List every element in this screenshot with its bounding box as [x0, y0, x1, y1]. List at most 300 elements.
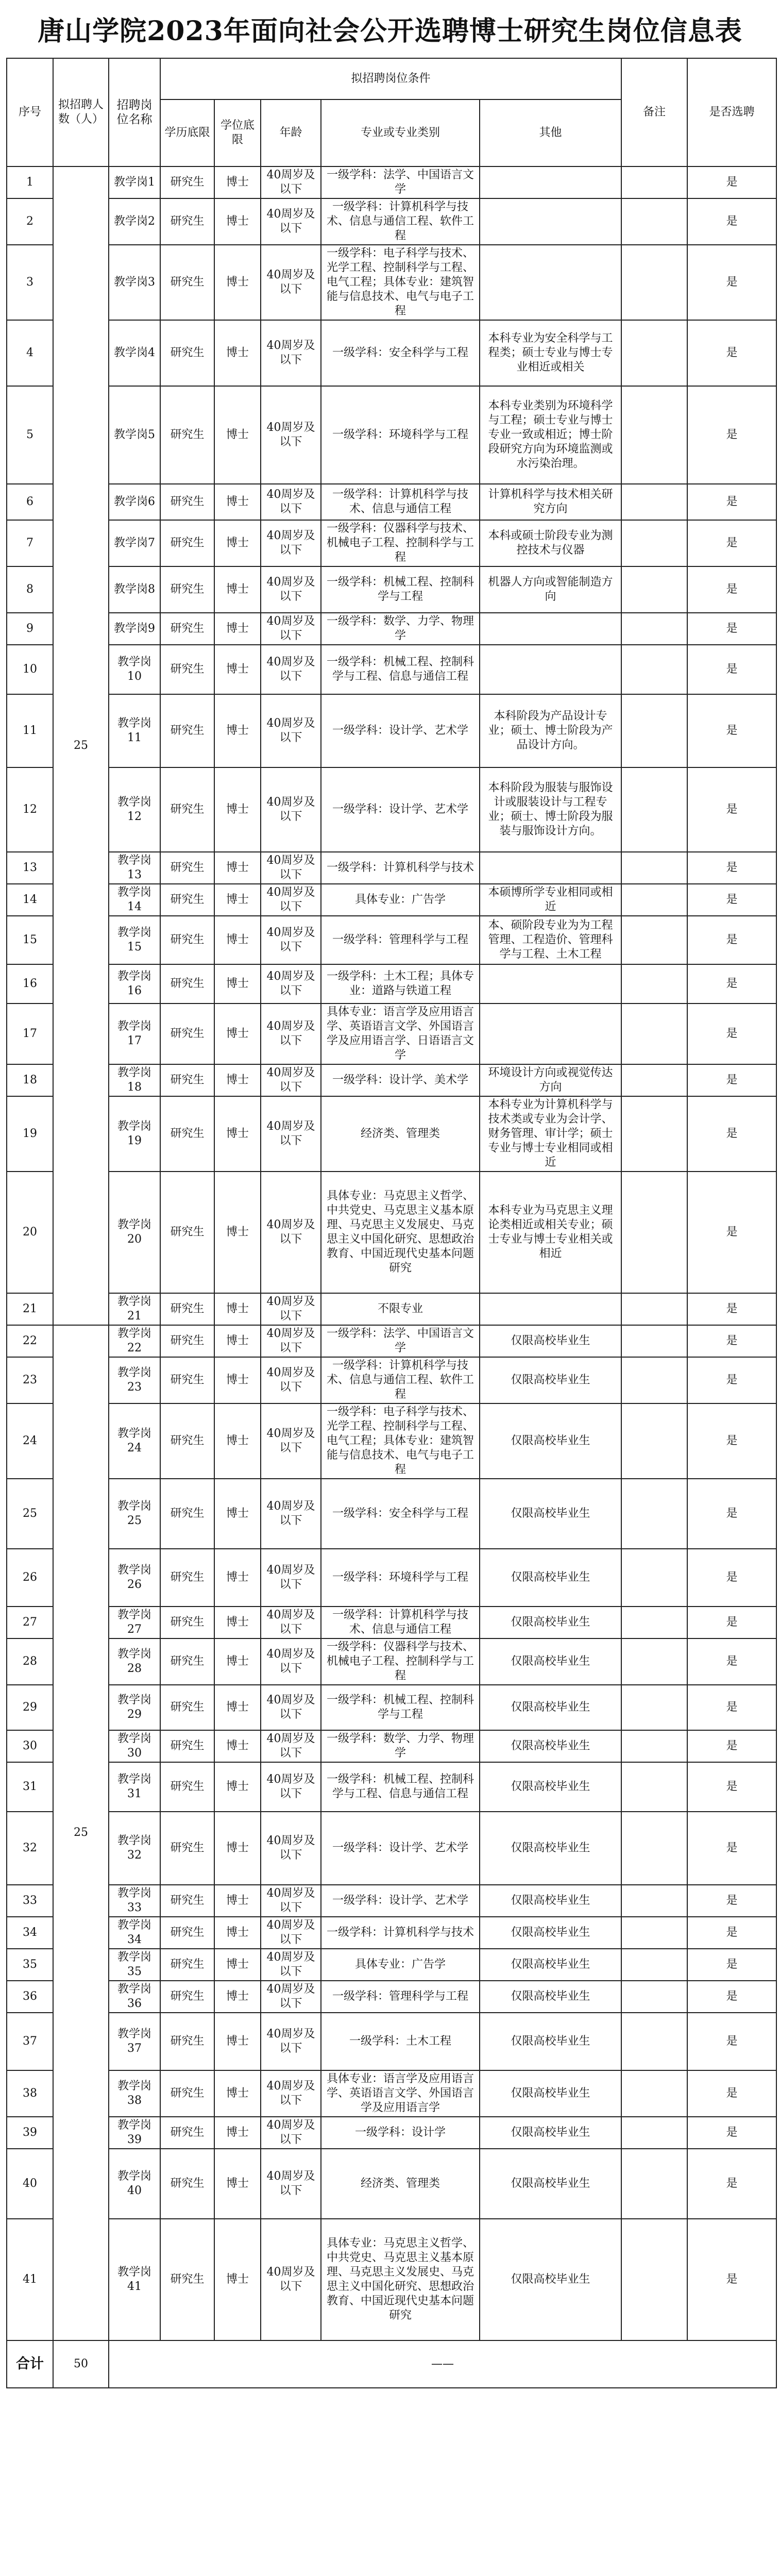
row-remark — [621, 1325, 687, 1357]
header-post: 招聘岗位名称 — [109, 58, 160, 166]
row-age: 40周岁及以下 — [261, 1762, 321, 1812]
row-major: 一级学科：数学、力学、物理学 — [321, 1730, 480, 1762]
table-body — [7, 166, 776, 2340]
row-remark — [621, 1549, 687, 1607]
row-selected: 是 — [687, 964, 776, 1003]
row-age: 40周岁及以下 — [261, 1096, 321, 1172]
row-degree: 博士 — [214, 1638, 261, 1685]
row-remark — [621, 916, 687, 964]
row-post: 教学岗32 — [109, 1812, 160, 1885]
row-major: 具体专业：广告学 — [321, 884, 480, 916]
row-major: 一级学科：计算机科学与技术 — [321, 852, 480, 884]
row-degree: 博士 — [214, 1607, 261, 1638]
row-edu: 研究生 — [160, 1003, 214, 1064]
row-seq: 7 — [7, 520, 53, 566]
row-seq: 36 — [7, 1981, 53, 2013]
row-edu: 研究生 — [160, 2219, 214, 2340]
row-seq: 6 — [7, 484, 53, 520]
row-major: 一级学科：土木工程；具体专业：道路与铁道工程 — [321, 964, 480, 1003]
row-degree: 博士 — [214, 1549, 261, 1607]
table-row — [7, 1096, 776, 1172]
row-selected: 是 — [687, 884, 776, 916]
row-edu: 研究生 — [160, 2117, 214, 2149]
row-major: 一级学科：计算机科学与技术 — [321, 1917, 480, 1949]
row-post: 教学岗38 — [109, 2070, 160, 2117]
row-age: 40周岁及以下 — [261, 1172, 321, 1293]
row-other: 仅限高校毕业生 — [480, 1549, 621, 1607]
row-post: 教学岗11 — [109, 694, 160, 767]
row-edu: 研究生 — [160, 2149, 214, 2219]
row-age: 40周岁及以下 — [261, 520, 321, 566]
row-selected: 是 — [687, 1885, 776, 1917]
row-remark — [621, 1172, 687, 1293]
row-seq: 11 — [7, 694, 53, 767]
row-degree: 博士 — [214, 1762, 261, 1812]
row-major: 一级学科：计算机科学与技术、信息与通信工程 — [321, 484, 480, 520]
row-edu: 研究生 — [160, 1949, 214, 1981]
row-other — [480, 852, 621, 884]
row-major: 一级学科：管理科学与工程 — [321, 916, 480, 964]
row-major: 经济类、管理类 — [321, 1096, 480, 1172]
row-remark — [621, 1812, 687, 1885]
table-row — [7, 198, 776, 245]
row-selected: 是 — [687, 1949, 776, 1981]
row-seq: 22 — [7, 1325, 53, 1357]
row-major: 一级学科：法学、中国语言文学 — [321, 1325, 480, 1357]
row-seq: 20 — [7, 1172, 53, 1293]
row-major: 具体专业：马克思主义哲学、中共党史、马克思主义基本原理、马克思主义发展史、马克思主义中国化研究、思想政治教育、中国近现代史基本问题研究 — [321, 1172, 480, 1293]
row-seq: 1 — [7, 166, 53, 198]
table-row — [7, 1638, 776, 1685]
table-row — [7, 916, 776, 964]
row-edu: 研究生 — [160, 1096, 214, 1172]
row-age: 40周岁及以下 — [261, 1003, 321, 1064]
row-degree: 博士 — [214, 1096, 261, 1172]
row-selected: 是 — [687, 1812, 776, 1885]
row-post: 教学岗1 — [109, 166, 160, 198]
row-selected: 是 — [687, 245, 776, 320]
row-edu: 研究生 — [160, 1293, 214, 1325]
row-edu: 研究生 — [160, 852, 214, 884]
row-edu: 研究生 — [160, 166, 214, 198]
header-conditions: 拟招聘岗位条件 — [160, 58, 621, 99]
row-post: 教学岗9 — [109, 613, 160, 645]
row-post: 教学岗28 — [109, 1638, 160, 1685]
row-edu: 研究生 — [160, 320, 214, 386]
row-other: 仅限高校毕业生 — [480, 1917, 621, 1949]
row-selected: 是 — [687, 2013, 776, 2070]
row-post: 教学岗18 — [109, 1064, 160, 1096]
row-major: 一级学科：电子科学与技术、光学工程、控制科学与工程、电气工程；具体专业：建筑智能与信息技术、电气与电子工程 — [321, 1403, 480, 1479]
row-remark — [621, 645, 687, 694]
table-row — [7, 1403, 776, 1479]
row-remark — [621, 1981, 687, 2013]
row-seq: 23 — [7, 1357, 53, 1403]
table-row — [7, 1885, 776, 1917]
row-other: 仅限高校毕业生 — [480, 1730, 621, 1762]
row-other: 机器人方向或智能制造方向 — [480, 566, 621, 613]
row-remark — [621, 166, 687, 198]
table-row — [7, 2117, 776, 2149]
row-edu: 研究生 — [160, 1981, 214, 2013]
row-post: 教学岗16 — [109, 964, 160, 1003]
table-row — [7, 320, 776, 386]
row-age: 40周岁及以下 — [261, 1917, 321, 1949]
row-remark — [621, 767, 687, 852]
row-seq: 9 — [7, 613, 53, 645]
row-seq: 41 — [7, 2219, 53, 2340]
row-remark — [621, 484, 687, 520]
row-selected: 是 — [687, 1325, 776, 1357]
row-major: 一级学科：机械工程、控制科学与工程 — [321, 1685, 480, 1730]
table-row — [7, 520, 776, 566]
row-other: 仅限高校毕业生 — [480, 2219, 621, 2340]
row-remark — [621, 1730, 687, 1762]
row-age: 40周岁及以下 — [261, 484, 321, 520]
row-selected: 是 — [687, 613, 776, 645]
row-post: 教学岗2 — [109, 198, 160, 245]
row-seq: 38 — [7, 2070, 53, 2117]
row-age: 40周岁及以下 — [261, 386, 321, 484]
group-count: 25 — [53, 166, 109, 1325]
table-row — [7, 694, 776, 767]
row-remark — [621, 1064, 687, 1096]
row-post: 教学岗19 — [109, 1096, 160, 1172]
row-seq: 34 — [7, 1917, 53, 1949]
row-degree: 博士 — [214, 2070, 261, 2117]
header-seq: 序号 — [7, 58, 53, 166]
row-selected: 是 — [687, 166, 776, 198]
row-remark — [621, 2219, 687, 2340]
row-degree: 博士 — [214, 1981, 261, 2013]
row-post: 教学岗7 — [109, 520, 160, 566]
row-major: 一级学科：电子科学与技术、光学工程、控制科学与工程、电气工程；具体专业：建筑智能与信息技术、电气与电子工程 — [321, 245, 480, 320]
row-edu: 研究生 — [160, 964, 214, 1003]
row-seq: 15 — [7, 916, 53, 964]
table-row — [7, 1549, 776, 1607]
row-remark — [621, 1638, 687, 1685]
row-major: 一级学科：土木工程 — [321, 2013, 480, 2070]
row-other: 仅限高校毕业生 — [480, 1479, 621, 1549]
row-remark — [621, 1479, 687, 1549]
total-dash: —— — [109, 2340, 776, 2388]
row-age: 40周岁及以下 — [261, 245, 321, 320]
total-count: 50 — [53, 2340, 109, 2388]
row-edu: 研究生 — [160, 1479, 214, 1549]
row-age: 40周岁及以下 — [261, 1730, 321, 1762]
header-age: 年龄 — [261, 99, 321, 166]
row-other: 本科专业为安全科学与工程类；硕士专业与博士专业相近或相关 — [480, 320, 621, 386]
row-other: 本科或硕士阶段专业为测控技术与仪器 — [480, 520, 621, 566]
row-post: 教学岗14 — [109, 884, 160, 916]
row-seq: 33 — [7, 1885, 53, 1917]
row-degree: 博士 — [214, 2117, 261, 2149]
table-row — [7, 1293, 776, 1325]
row-post: 教学岗5 — [109, 386, 160, 484]
row-age: 40周岁及以下 — [261, 964, 321, 1003]
row-post: 教学岗30 — [109, 1730, 160, 1762]
row-post: 教学岗20 — [109, 1172, 160, 1293]
row-edu: 研究生 — [160, 1638, 214, 1685]
row-seq: 24 — [7, 1403, 53, 1479]
row-other: 本科阶段为产品设计专业；硕士、博士阶段为产品设计方向。 — [480, 694, 621, 767]
table-row — [7, 1064, 776, 1096]
row-edu: 研究生 — [160, 1917, 214, 1949]
row-degree: 博士 — [214, 1357, 261, 1403]
row-seq: 5 — [7, 386, 53, 484]
table-row — [7, 1981, 776, 2013]
header-major: 专业或专业类别 — [321, 99, 480, 166]
row-seq: 28 — [7, 1638, 53, 1685]
row-other: 本科阶段为服装与服饰设计或服装设计与工程专业；硕士、博士阶段为服装与服饰设计方向。 — [480, 767, 621, 852]
row-age: 40周岁及以下 — [261, 1293, 321, 1325]
row-other: 仅限高校毕业生 — [480, 1607, 621, 1638]
row-age: 40周岁及以下 — [261, 1638, 321, 1685]
row-post: 教学岗3 — [109, 245, 160, 320]
row-major: 一级学科：安全科学与工程 — [321, 1479, 480, 1549]
row-selected: 是 — [687, 1638, 776, 1685]
header-degree: 学位底限 — [214, 99, 261, 166]
table-row — [7, 484, 776, 520]
header-edu: 学历底限 — [160, 99, 214, 166]
row-major: 一级学科：机械工程、控制科学与工程、信息与通信工程 — [321, 1762, 480, 1812]
table-row — [7, 566, 776, 613]
row-age: 40周岁及以下 — [261, 1325, 321, 1357]
row-other — [480, 198, 621, 245]
row-other: 仅限高校毕业生 — [480, 2117, 621, 2149]
table-row — [7, 645, 776, 694]
row-age: 40周岁及以下 — [261, 1885, 321, 1917]
row-seq: 31 — [7, 1762, 53, 1812]
row-degree: 博士 — [214, 1479, 261, 1549]
row-remark — [621, 2149, 687, 2219]
row-age: 40周岁及以下 — [261, 767, 321, 852]
row-other: 仅限高校毕业生 — [480, 1638, 621, 1685]
row-post: 教学岗25 — [109, 1479, 160, 1549]
row-selected: 是 — [687, 694, 776, 767]
row-other: 环境设计方向或视觉传达方向 — [480, 1064, 621, 1096]
table-row — [7, 1172, 776, 1293]
row-remark — [621, 1949, 687, 1981]
table-row — [7, 613, 776, 645]
row-selected: 是 — [687, 852, 776, 884]
row-major: 一级学科：环境科学与工程 — [321, 1549, 480, 1607]
header-remark: 备注 — [621, 58, 687, 166]
row-other — [480, 964, 621, 1003]
row-other: 仅限高校毕业生 — [480, 1812, 621, 1885]
row-post: 教学岗27 — [109, 1607, 160, 1638]
row-selected: 是 — [687, 1096, 776, 1172]
table-row — [7, 2219, 776, 2340]
row-degree: 博士 — [214, 166, 261, 198]
row-selected: 是 — [687, 520, 776, 566]
row-remark — [621, 520, 687, 566]
row-other: 本、硕阶段专业为为工程管理、工程造价、管理科学与工程、土木工程 — [480, 916, 621, 964]
row-other — [480, 1293, 621, 1325]
row-degree: 博士 — [214, 2219, 261, 2340]
row-remark — [621, 884, 687, 916]
row-selected: 是 — [687, 198, 776, 245]
table-row — [7, 884, 776, 916]
row-seq: 35 — [7, 1949, 53, 1981]
row-other — [480, 245, 621, 320]
table-row — [7, 1917, 776, 1949]
row-edu: 研究生 — [160, 1064, 214, 1096]
row-edu: 研究生 — [160, 767, 214, 852]
row-selected: 是 — [687, 484, 776, 520]
row-seq: 4 — [7, 320, 53, 386]
row-selected: 是 — [687, 386, 776, 484]
row-other: 仅限高校毕业生 — [480, 1357, 621, 1403]
row-post: 教学岗24 — [109, 1403, 160, 1479]
row-age: 40周岁及以下 — [261, 566, 321, 613]
row-major: 一级学科：设计学、艺术学 — [321, 694, 480, 767]
row-selected: 是 — [687, 916, 776, 964]
row-seq: 29 — [7, 1685, 53, 1730]
row-other: 计算机科学与技术相关研究方向 — [480, 484, 621, 520]
jobs-table — [6, 58, 777, 2388]
row-major: 具体专业：语言学及应用语言学、英语语言文学、外国语言学及应用语言学 — [321, 2070, 480, 2117]
row-post: 教学岗35 — [109, 1949, 160, 1981]
row-post: 教学岗12 — [109, 767, 160, 852]
row-selected: 是 — [687, 2117, 776, 2149]
row-remark — [621, 1607, 687, 1638]
row-edu: 研究生 — [160, 245, 214, 320]
row-selected: 是 — [687, 320, 776, 386]
row-remark — [621, 1917, 687, 1949]
row-age: 40周岁及以下 — [261, 1549, 321, 1607]
row-age: 40周岁及以下 — [261, 2219, 321, 2340]
row-major: 不限专业 — [321, 1293, 480, 1325]
row-other: 仅限高校毕业生 — [480, 1885, 621, 1917]
row-age: 40周岁及以下 — [261, 1607, 321, 1638]
row-post: 教学岗21 — [109, 1293, 160, 1325]
row-seq: 40 — [7, 2149, 53, 2219]
row-seq: 14 — [7, 884, 53, 916]
row-seq: 37 — [7, 2013, 53, 2070]
row-selected: 是 — [687, 1917, 776, 1949]
row-post: 教学岗41 — [109, 2219, 160, 2340]
row-other — [480, 1003, 621, 1064]
row-major: 一级学科：数学、力学、物理学 — [321, 613, 480, 645]
table-row — [7, 386, 776, 484]
row-degree: 博士 — [214, 484, 261, 520]
row-selected: 是 — [687, 1479, 776, 1549]
row-selected: 是 — [687, 1607, 776, 1638]
row-other: 本科专业为计算机科学与技术类或专业为会计学、财务管理、审计学；硕士专业与博士专业相同或相近 — [480, 1096, 621, 1172]
row-other — [480, 645, 621, 694]
row-edu: 研究生 — [160, 1607, 214, 1638]
row-edu: 研究生 — [160, 1357, 214, 1403]
row-age: 40周岁及以下 — [261, 852, 321, 884]
row-selected: 是 — [687, 1685, 776, 1730]
row-age: 40周岁及以下 — [261, 1064, 321, 1096]
row-remark — [621, 1293, 687, 1325]
row-edu: 研究生 — [160, 484, 214, 520]
row-post: 教学岗22 — [109, 1325, 160, 1357]
row-remark — [621, 613, 687, 645]
row-seq: 25 — [7, 1479, 53, 1549]
row-remark — [621, 1685, 687, 1730]
row-age: 40周岁及以下 — [261, 884, 321, 916]
row-selected: 是 — [687, 1730, 776, 1762]
row-edu: 研究生 — [160, 386, 214, 484]
row-degree: 博士 — [214, 386, 261, 484]
row-seq: 18 — [7, 1064, 53, 1096]
row-selected: 是 — [687, 645, 776, 694]
row-remark — [621, 386, 687, 484]
row-post: 教学岗6 — [109, 484, 160, 520]
row-major: 一级学科：机械工程、控制科学与工程、信息与通信工程 — [321, 645, 480, 694]
row-major: 具体专业：马克思主义哲学、中共党史、马克思主义基本原理、马克思主义发展史、马克思主义中国化研究、思想政治教育、中国近现代史基本问题研究 — [321, 2219, 480, 2340]
row-seq: 10 — [7, 645, 53, 694]
row-other — [480, 613, 621, 645]
row-major: 具体专业：广告学 — [321, 1949, 480, 1981]
row-seq: 27 — [7, 1607, 53, 1638]
row-selected: 是 — [687, 1172, 776, 1293]
row-age: 40周岁及以下 — [261, 2013, 321, 2070]
row-selected: 是 — [687, 1064, 776, 1096]
row-degree: 博士 — [214, 964, 261, 1003]
row-degree: 博士 — [214, 1730, 261, 1762]
row-edu: 研究生 — [160, 916, 214, 964]
row-remark — [621, 2117, 687, 2149]
row-edu: 研究生 — [160, 566, 214, 613]
row-post: 教学岗39 — [109, 2117, 160, 2149]
header-selected: 是否选聘 — [687, 58, 776, 166]
row-other: 仅限高校毕业生 — [480, 1325, 621, 1357]
row-degree: 博士 — [214, 1064, 261, 1096]
row-seq: 19 — [7, 1096, 53, 1172]
table-row — [7, 2013, 776, 2070]
row-edu: 研究生 — [160, 1685, 214, 1730]
row-post: 教学岗29 — [109, 1685, 160, 1730]
row-age: 40周岁及以下 — [261, 1479, 321, 1549]
row-post: 教学岗31 — [109, 1762, 160, 1812]
row-age: 40周岁及以下 — [261, 320, 321, 386]
row-major: 一级学科：管理科学与工程 — [321, 1981, 480, 2013]
row-other: 仅限高校毕业生 — [480, 2149, 621, 2219]
row-other: 仅限高校毕业生 — [480, 1981, 621, 2013]
row-selected: 是 — [687, 1549, 776, 1607]
row-seq: 21 — [7, 1293, 53, 1325]
row-seq: 16 — [7, 964, 53, 1003]
row-degree: 博士 — [214, 2149, 261, 2219]
row-post: 教学岗26 — [109, 1549, 160, 1607]
row-post: 教学岗10 — [109, 645, 160, 694]
row-edu: 研究生 — [160, 1885, 214, 1917]
header-other: 其他 — [480, 99, 621, 166]
row-selected: 是 — [687, 566, 776, 613]
row-major: 一级学科：设计学、艺术学 — [321, 1885, 480, 1917]
row-post: 教学岗4 — [109, 320, 160, 386]
row-degree: 博士 — [214, 1949, 261, 1981]
row-remark — [621, 1096, 687, 1172]
row-age: 40周岁及以下 — [261, 613, 321, 645]
row-selected: 是 — [687, 1403, 776, 1479]
table-row — [7, 1812, 776, 1885]
row-other: 本科专业为马克思主义理论类相近或相关专业；硕士专业与博士专业相关或相近 — [480, 1172, 621, 1293]
row-degree: 博士 — [214, 916, 261, 964]
row-edu: 研究生 — [160, 1549, 214, 1607]
row-post: 教学岗34 — [109, 1917, 160, 1949]
row-edu: 研究生 — [160, 198, 214, 245]
row-other: 仅限高校毕业生 — [480, 1685, 621, 1730]
row-seq: 30 — [7, 1730, 53, 1762]
row-selected: 是 — [687, 1003, 776, 1064]
row-remark — [621, 852, 687, 884]
row-age: 40周岁及以下 — [261, 1812, 321, 1885]
